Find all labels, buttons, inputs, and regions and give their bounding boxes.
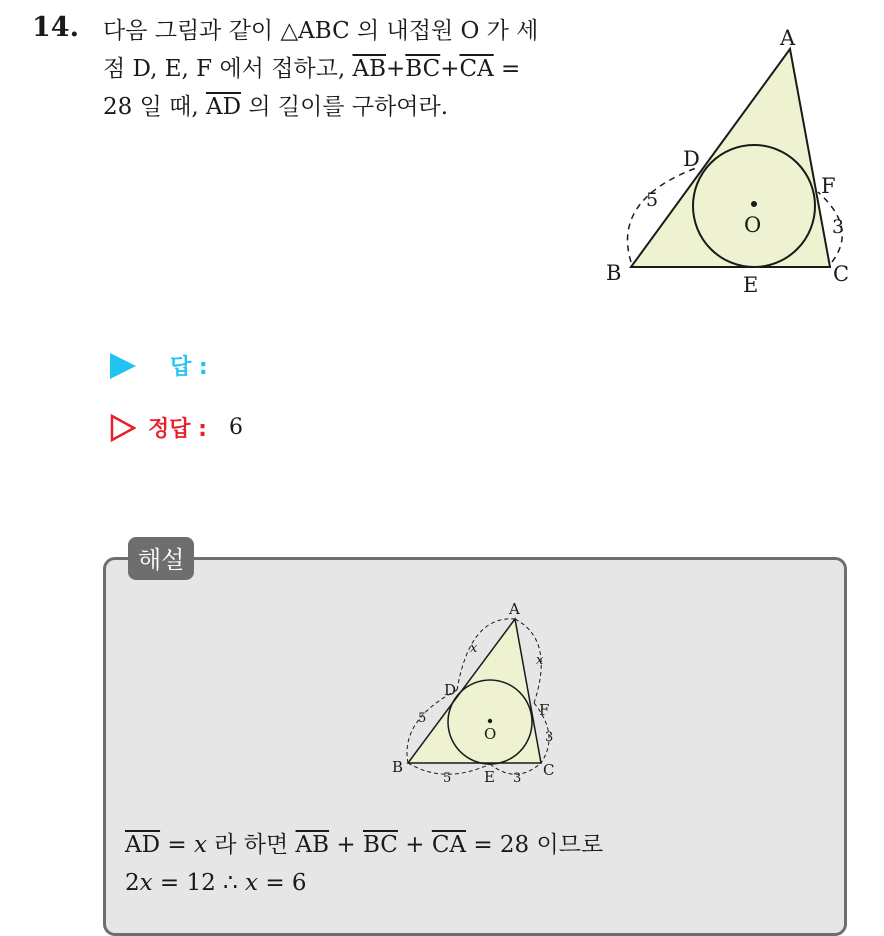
label-c: C	[833, 262, 850, 286]
solution-len-ce: 3	[513, 771, 522, 786]
solution-line-1: $\overline{AD} = x$ 라 하면 $\overline{AB} + \overline{BC} + \overline{CA} = 28$ 이므로	[125, 832, 604, 858]
solution-label-b: B	[392, 758, 404, 776]
triangle-incircle-figure	[600, 20, 860, 300]
solution-len-be: 5	[443, 771, 452, 786]
solution-label-f: F	[539, 701, 550, 719]
label-b: B	[606, 261, 622, 285]
label-o: O	[744, 213, 762, 237]
question-line-2: 점 D, E, F 에서 접하고, $\overline{AB}+\overline{BC}+\overline{CA}$ =	[103, 56, 521, 82]
outline-play-icon	[110, 414, 136, 442]
solution-label-a: A	[509, 600, 520, 618]
correct-answer-row	[110, 412, 243, 443]
label-f: F	[821, 174, 836, 198]
solution-figure	[388, 596, 568, 796]
question-line-3: 28 일 때, $\overline{AD}$ 의 길이를 구하여라.	[103, 94, 449, 120]
solution-label-o: O	[484, 725, 497, 743]
solution-len-ad: x	[470, 641, 478, 656]
segment-bc: $\overline{BC}$	[405, 56, 441, 82]
segment-ab: $\overline{AB}$	[352, 56, 386, 82]
correct-answer-value: 6	[228, 415, 243, 440]
solution-len-cf: 3	[545, 730, 554, 745]
length-cf: 3	[832, 216, 845, 238]
question-text	[103, 12, 593, 126]
solution-label-e: E	[484, 768, 495, 786]
label-e: E	[743, 273, 759, 297]
length-bd: 5	[646, 189, 659, 211]
question-line-1: 다음 그림과 같이 △ABC 의 내접원 O 가 세	[103, 18, 539, 44]
solution-len-af: x	[536, 653, 544, 668]
label-d: D	[683, 147, 700, 171]
solution-len-bd: 5	[418, 711, 427, 726]
question-number: 14.	[32, 12, 79, 43]
segment-ca: $\overline{CA}$	[459, 56, 494, 82]
solution-tab: 해설	[128, 537, 194, 580]
answer-label: 답 :	[170, 355, 208, 380]
correct-answer-label: 정답 :	[148, 417, 207, 442]
solution-label-c: C	[543, 761, 555, 779]
solution-line-2: 2x = 12 ∴ x = 6	[125, 870, 307, 896]
answer-row	[110, 350, 208, 381]
segment-ad: $\overline{AD}$	[205, 94, 242, 120]
solution-center-dot	[488, 719, 492, 723]
solution-label-d: D	[444, 681, 457, 699]
solution-text	[125, 826, 603, 902]
triangle-abc	[631, 49, 830, 267]
label-a: A	[780, 26, 796, 50]
center-dot	[751, 201, 757, 207]
play-icon	[110, 353, 136, 379]
